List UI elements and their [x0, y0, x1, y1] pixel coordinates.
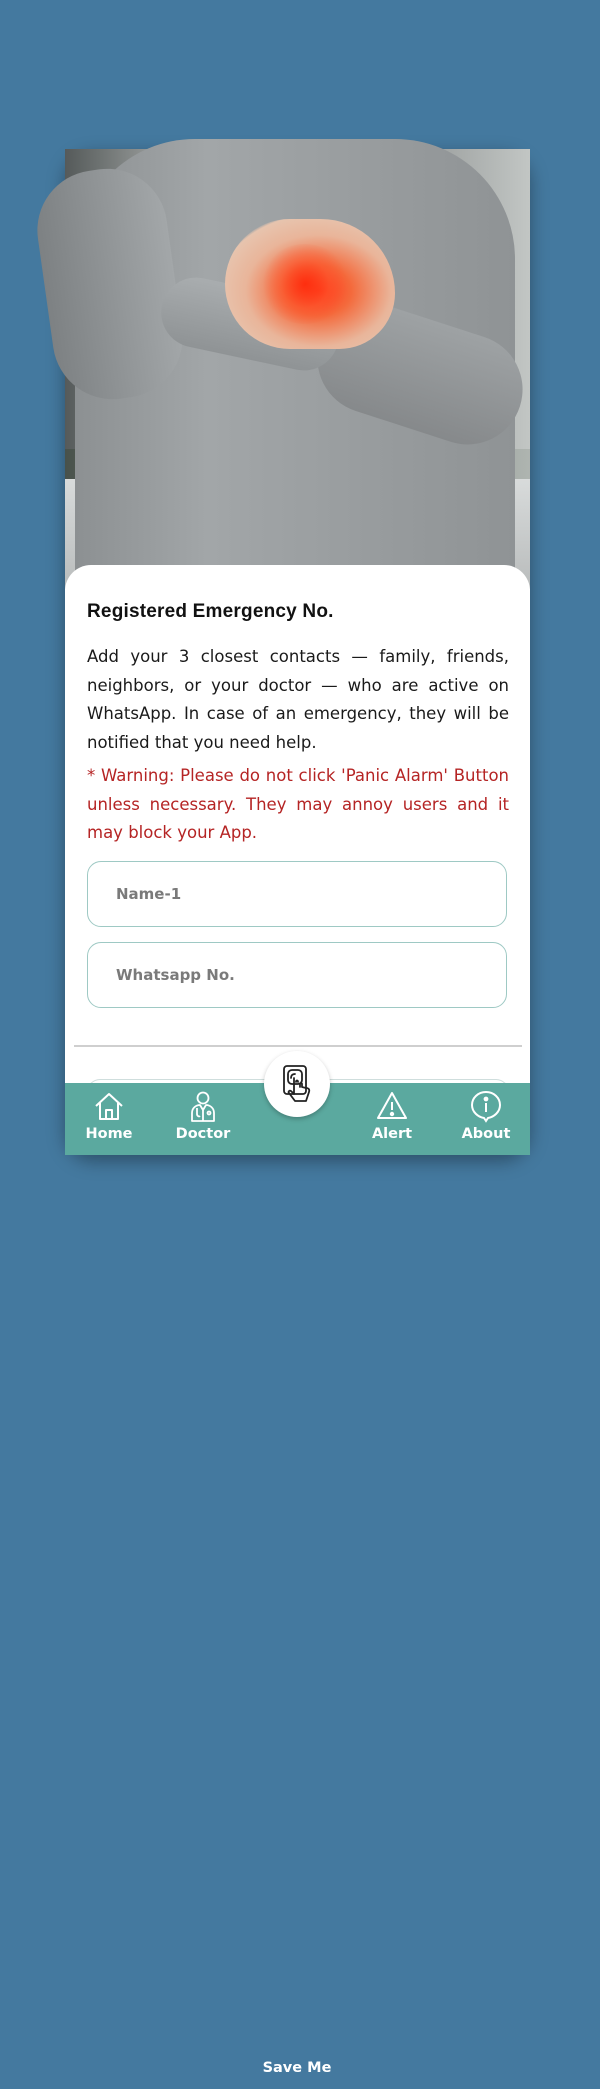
nav-save-me-label-wrap — [257, 2017, 337, 2089]
nav-doctor-button[interactable] — [163, 1083, 243, 1155]
nav-about-label: About — [461, 1126, 511, 1142]
doctor-icon — [186, 1089, 220, 1123]
panic-touch-icon — [280, 1064, 314, 1104]
whatsapp-number-input[interactable] — [87, 942, 507, 1008]
nav-about-button[interactable] — [446, 1083, 526, 1155]
section-divider — [74, 1045, 522, 1047]
nav-home-label: Home — [85, 1126, 133, 1142]
nav-save-me-label: Save Me — [262, 2060, 332, 2076]
info-icon — [469, 1089, 503, 1123]
nav-home-button[interactable] — [69, 1083, 149, 1155]
card-title: Registered Emergency No. — [87, 601, 334, 622]
hero-pain-glow — [260, 244, 350, 324]
name-1-input[interactable] — [87, 861, 507, 927]
panic-warning-text: * Warning: Please do not click 'Panic Alarm' Button unless necessary. They may annoy users and it may block your App. — [87, 766, 509, 842]
hero-photo — [65, 149, 530, 589]
card-description: Add your 3 closest contacts — family, friends, neighbors, or your doctor — who are active on WhatsApp. In case of an emergency, they will be notified that you need help. — [87, 647, 509, 752]
home-icon — [92, 1089, 126, 1123]
nav-alert-label: Alert — [371, 1126, 413, 1142]
save-me-panic-button[interactable] — [264, 1051, 330, 1117]
nav-doctor-label: Doctor — [175, 1126, 231, 1142]
app-screen — [65, 149, 530, 2076]
alert-icon — [375, 1089, 409, 1123]
nav-alert-button[interactable] — [352, 1083, 432, 1155]
